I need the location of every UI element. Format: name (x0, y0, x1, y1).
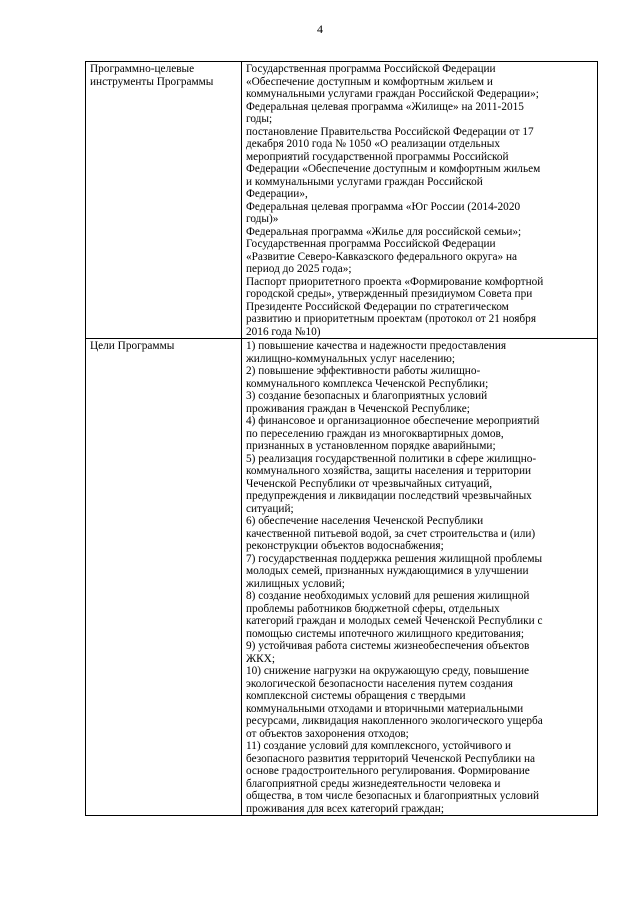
row-label-cell (86, 62, 242, 339)
text-line: 3) создание безопасных и благоприятных условий (246, 390, 488, 402)
text-line: благоприятной среды жизнедеятельности человека и (246, 777, 501, 790)
text-line: 2) повышение эффективности работы жилищно- (246, 365, 481, 377)
text-line: Чеченской Республики от чрезвычайных ситуаций, (246, 477, 493, 490)
text-line: Федерации «Обеспечение доступным и комфортным жильем (246, 163, 541, 175)
page-number: 4 (317, 22, 323, 36)
text-line: 6) обеспечение населения Чеченской Республики (246, 515, 484, 527)
text-line: 2016 года №10) (246, 325, 321, 338)
table-row (86, 339, 598, 816)
text-line: проблемы работников бюджетной сферы, отдельных (246, 602, 500, 615)
text-line: проживания граждан в Чеченской Республике; (246, 402, 470, 415)
text-line: 8) создание необходимых условий для решения жилищной (246, 590, 530, 602)
text-line: декабря 2010 года № 1050 «О реализации отдельных (246, 138, 500, 150)
text-line: жилищных условий; (246, 577, 345, 590)
text-line: 5) реализация государственной политики в сфере жилищно- (246, 452, 537, 465)
text-line: жилищно-коммунальных услуг населению; (246, 352, 455, 365)
text-line: «Развитие Северо-Кавказского федерального округа» на (246, 250, 518, 263)
row-content-cell (242, 339, 598, 816)
text-line: годы; (246, 113, 273, 125)
text-line: ЖКХ; (246, 652, 275, 665)
text-line: предупреждения и ликвидации последствий чрезвычайных (246, 490, 532, 502)
text-line: экологической безопасности населения путем создания (246, 677, 513, 690)
text-line: по переселению граждан из многоквартирных домов, (246, 427, 504, 440)
text-line: годы)» (246, 213, 279, 225)
text-line: 9) устойчивая работа системы жизнеобеспечения объектов (246, 640, 530, 652)
text-line: коммунальными отходами и вторичными материальными (246, 702, 524, 715)
text-line: Программно-целевые (90, 63, 195, 75)
text-line: общества, в том числе безопасных и благоприятных условий (246, 790, 540, 802)
text-line: инструменты Программы (90, 75, 214, 88)
text-line: Государственная программа Российской Федерации (246, 238, 496, 250)
row-label-cell (86, 339, 242, 816)
text-line: 1) повышение качества и надежности предоставления (246, 340, 507, 352)
table-row (86, 62, 598, 339)
text-line: качественной питьевой водой, за счет строительства и (или) (246, 527, 536, 540)
text-line: Федеральная программа «Жилье для российской семьи»; (246, 225, 522, 238)
text-line: 7) государственная поддержка решения жилищной проблемы (246, 552, 543, 565)
text-line: помощью системы ипотечного жилищного кредитования; (246, 627, 525, 640)
text-line: 10) снижение нагрузки на окружающую среду, повышение (246, 665, 530, 677)
text-line: реконструкции объектов водоснабжения; (246, 540, 444, 552)
text-line: ситуаций; (246, 502, 294, 515)
text-line: проживания для всех категорий граждан; (246, 802, 444, 815)
text-line: период до 2025 года»; (246, 263, 352, 275)
text-line: признанных в установленном порядке аварийными; (246, 440, 496, 452)
text-line: молодых семей, признанных нуждающимися в улучшении (246, 565, 529, 577)
text-line: Цели Программы (90, 340, 175, 352)
text-line: безопасного развития территорий Чеченской Республики на (246, 752, 536, 765)
text-line: коммунального хозяйства, защиты населения и территории (246, 465, 532, 477)
text-line: основе градостроительного регулирования. Формирование (246, 765, 530, 777)
text-line: Государственная программа Российской Федерации (246, 63, 496, 75)
program-passport-table (85, 61, 598, 816)
text-line: и коммунальными услугами граждан Российской (246, 175, 483, 188)
text-line: 11) создание условий для комплексного, устойчивого и (246, 740, 512, 752)
text-line: развитию и приоритетным проектам (протокол от 21 ноября (246, 313, 537, 325)
text-line: Президенте Российской Федерации по стратегическом (246, 300, 509, 313)
text-line: 4) финансовое и организационное обеспечение мероприятий (246, 415, 540, 427)
text-line: городской среды», утвержденный президиумом Совета при (246, 288, 533, 300)
row-content-cell (242, 62, 598, 339)
text-line: Паспорт приоритетного проекта «Формирование комфортной (246, 275, 544, 288)
text-line: коммунального комплекса Чеченской Республики; (246, 377, 489, 390)
text-line: коммунальными услугами граждан Российской Федерации»; (246, 88, 539, 100)
text-line: постановление Правительства Российской Федерации от 17 (246, 125, 534, 138)
text-line: от объектов захоронения отходов; (246, 727, 409, 740)
text-line: Федерации», (246, 188, 308, 200)
text-line: «Обеспечение доступным и комфортным жильем и (246, 75, 493, 88)
text-line: комплексной системы обращения с твердыми (246, 690, 466, 702)
text-line: категорий граждан и молодых семей Чеченской Республики с (246, 615, 543, 627)
text-line: Федеральная целевая программа «Жилище» на 2011-2015 (246, 100, 524, 113)
text-line: ресурсами, ликвидация накопленного экологического ущерба (246, 715, 543, 727)
text-line: мероприятий государственной программы Российской (246, 150, 509, 163)
text-line: Федеральная целевая программа «Юг России (2014-2020 (246, 200, 521, 213)
